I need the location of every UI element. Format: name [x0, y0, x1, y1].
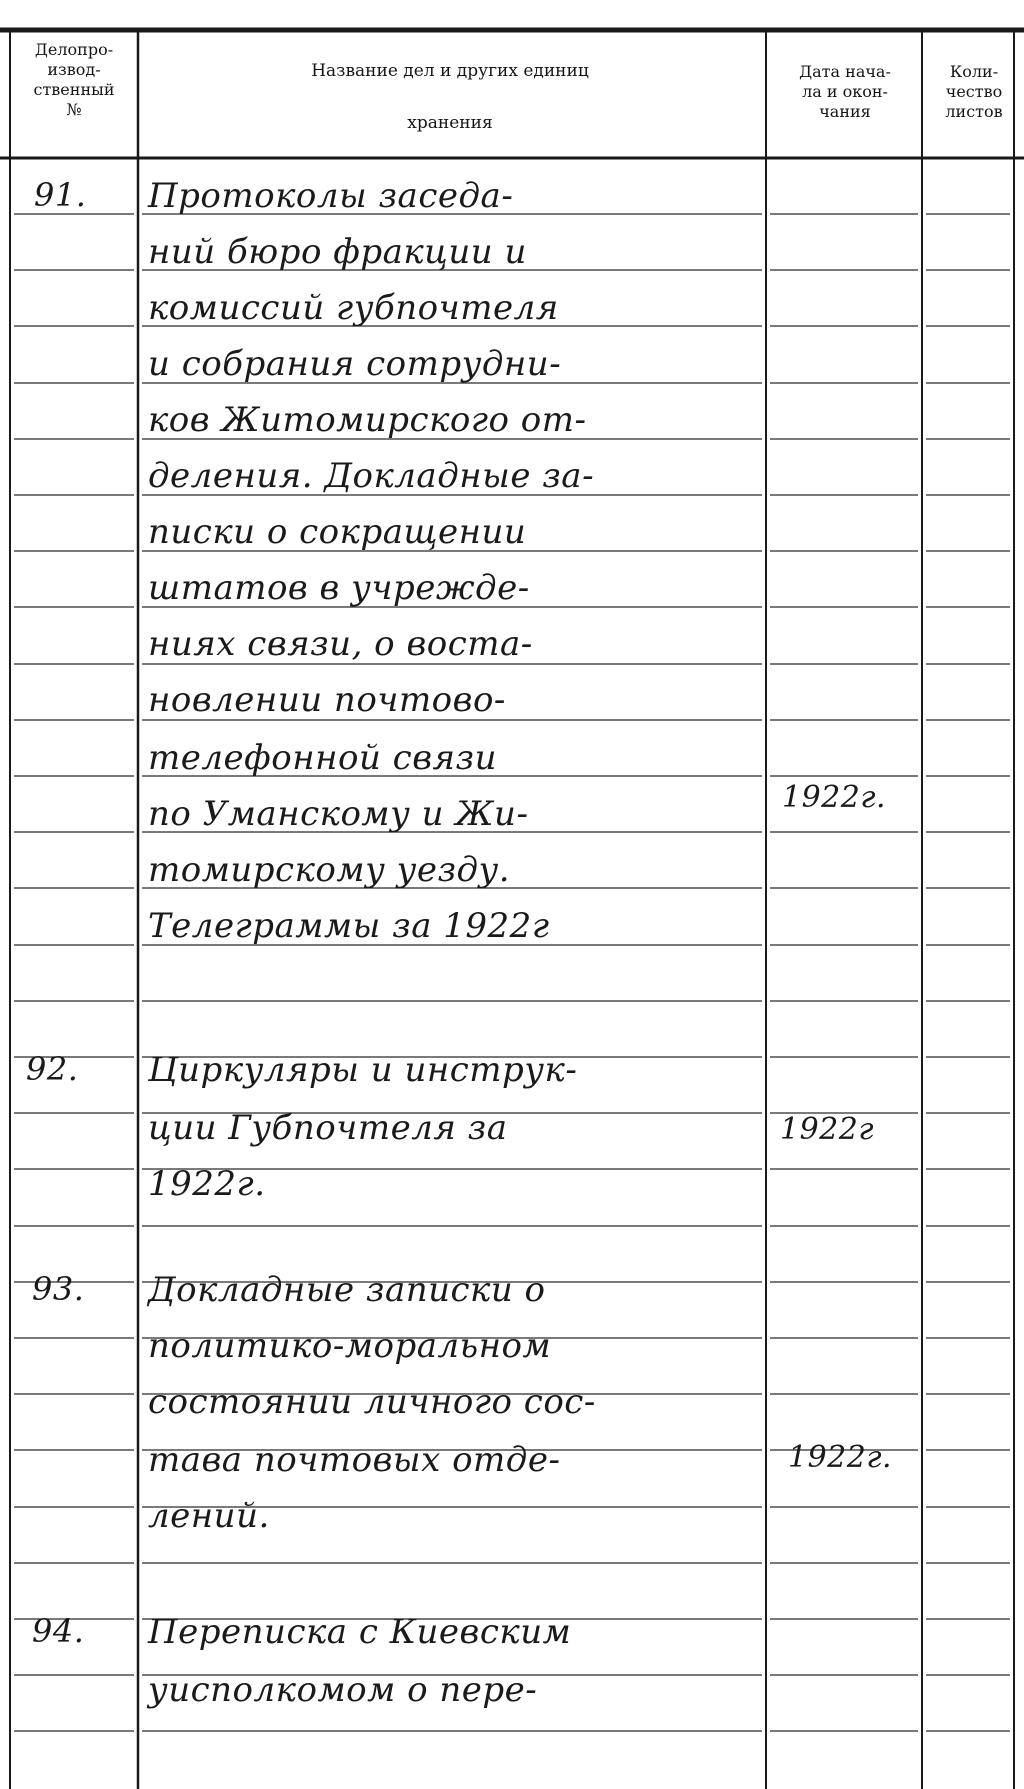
entry-title-line: Циркуляры и инструк-	[148, 1050, 578, 1090]
entry-title-line: ний бюро фракции и	[148, 232, 527, 272]
entry-title-line: Телеграммы за 1922г	[148, 906, 550, 946]
entry-title-line: состоянии личного сос-	[148, 1382, 596, 1422]
entry-date: 1922г	[780, 1112, 875, 1147]
entry-date: 1922г.	[782, 780, 887, 815]
entry-title-line: уисполкомом о пере-	[148, 1670, 538, 1710]
entry-title-line: новлении почтово-	[148, 680, 506, 720]
entry-title-line: томирскому уезду.	[148, 850, 511, 890]
entry-title-line: комиссий губпочтеля	[148, 288, 559, 328]
header-dates: Дата нача- ла и окон- чания	[799, 62, 891, 121]
entry-title-line: писки о сокращении	[148, 512, 527, 552]
entry-title-line: 1922г.	[148, 1164, 266, 1204]
header-title: Название дел и других единиц хранения	[311, 61, 589, 133]
entry-title-line: политико-моральном	[148, 1326, 552, 1366]
entry-date: 1922г.	[788, 1440, 893, 1475]
entry-title-line: лений.	[148, 1496, 270, 1536]
entry-title-line: Докладные записки о	[148, 1270, 546, 1310]
entry-title-line: деления. Докладные за-	[148, 456, 595, 496]
entry-title-line: штатов в учрежде-	[148, 568, 530, 608]
entry-title-line: по Уманскому и Жи-	[148, 794, 529, 834]
entry-title-line: ков Житомирского от-	[148, 400, 587, 440]
entry-title-line: ции Губпочтеля за	[148, 1108, 508, 1148]
entry-title-line: Протоколы заседа-	[148, 176, 514, 216]
header-sheets: Коли- чество листов	[945, 62, 1003, 121]
entry-number: 92.	[26, 1050, 79, 1088]
entry-number: 94.	[32, 1612, 85, 1650]
entry-number: 93.	[32, 1270, 85, 1308]
entry-number: 91.	[34, 176, 87, 214]
entry-title-line: Переписка с Киевским	[148, 1612, 572, 1652]
entry-title-line: тава почтовых отде-	[148, 1440, 561, 1480]
entry-title-line: и собрания сотрудни-	[148, 344, 562, 384]
entry-title-line: телефонной связи	[148, 738, 497, 778]
entry-title-line: ниях связи, о воста-	[148, 624, 533, 664]
header-number: Делопро- извод- ственный №	[33, 40, 115, 119]
